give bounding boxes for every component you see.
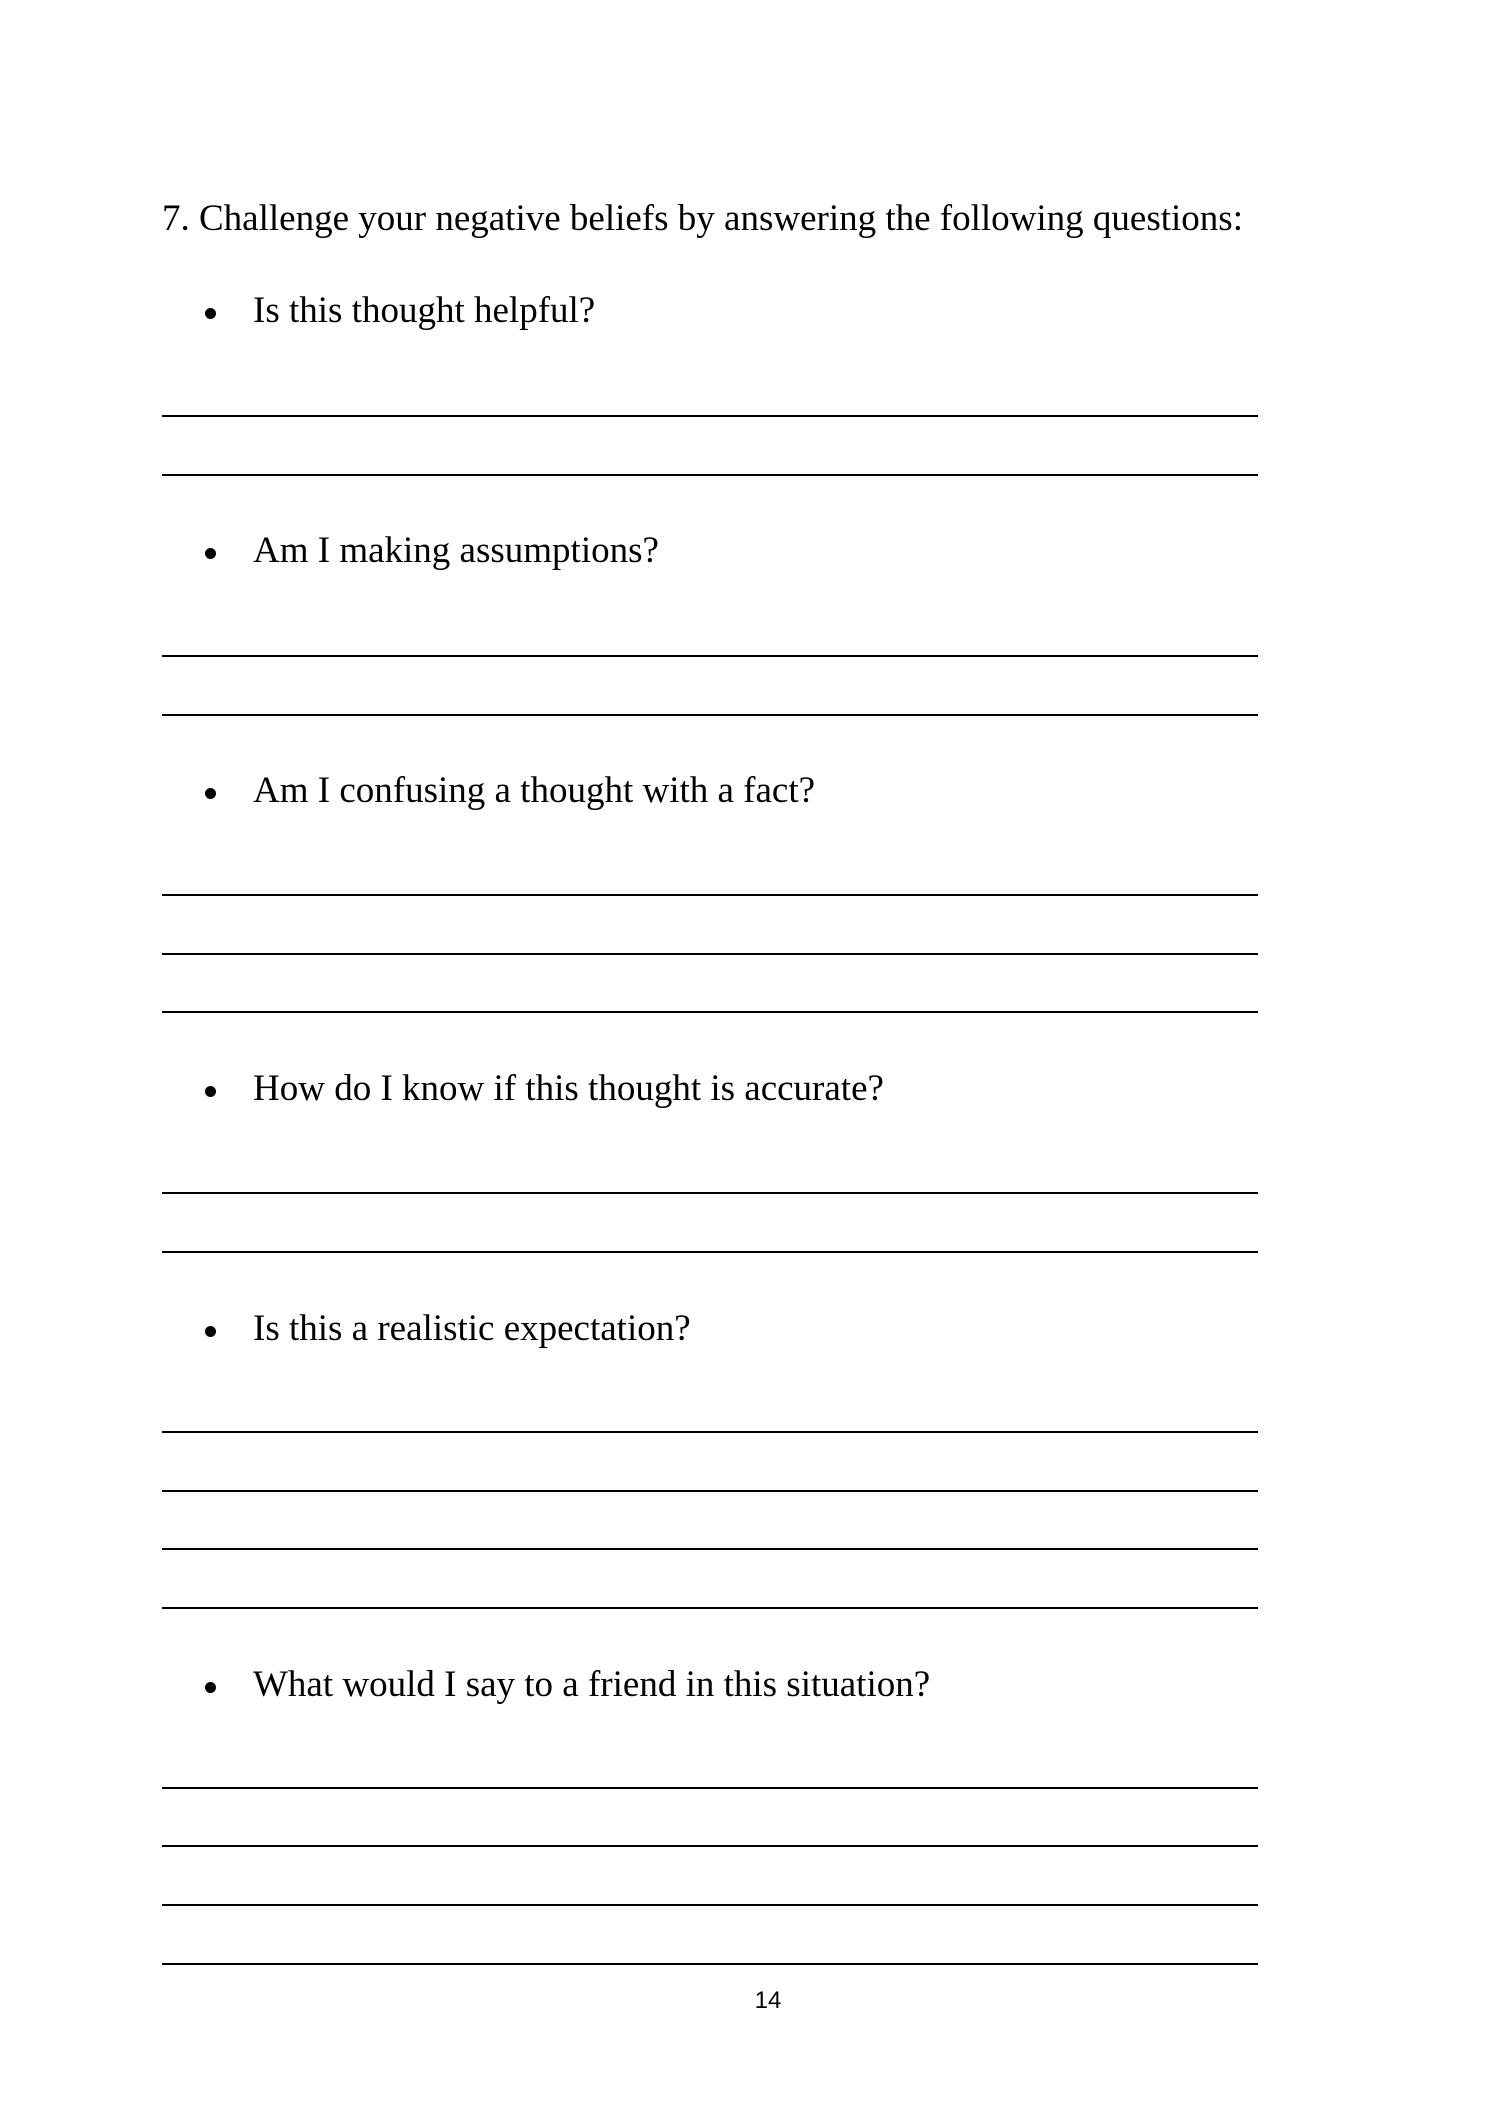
- answer-line[interactable]: [162, 1011, 1258, 1013]
- answer-line[interactable]: [162, 1192, 1258, 1194]
- answer-line[interactable]: [162, 1548, 1258, 1550]
- question-text: What would I say to a friend in this situation?: [253, 1664, 931, 1705]
- answer-line[interactable]: [162, 474, 1258, 476]
- bullet-icon: [205, 1326, 216, 1337]
- section-heading: 7. Challenge your negative beliefs by answering the following questions:: [162, 198, 1243, 239]
- answer-line[interactable]: [162, 655, 1258, 657]
- answer-line[interactable]: [162, 1787, 1258, 1789]
- question-text: How do I know if this thought is accurate?: [253, 1068, 884, 1109]
- bullet-icon: [205, 548, 216, 559]
- answer-line[interactable]: [162, 1963, 1258, 1965]
- bullet-icon: [205, 308, 216, 319]
- answer-line[interactable]: [162, 1490, 1258, 1492]
- question-text: Is this thought helpful?: [253, 290, 596, 331]
- answer-line[interactable]: [162, 1607, 1258, 1609]
- answer-line[interactable]: [162, 714, 1258, 716]
- answer-line[interactable]: [162, 1251, 1258, 1253]
- bullet-icon: [205, 788, 216, 799]
- page-number: 14: [754, 1987, 782, 2014]
- answer-line[interactable]: [162, 1904, 1258, 1906]
- answer-line[interactable]: [162, 894, 1258, 896]
- bullet-icon: [205, 1086, 216, 1097]
- question-text: Is this a realistic expectation?: [253, 1308, 691, 1349]
- answer-line[interactable]: [162, 953, 1258, 955]
- bullet-icon: [205, 1682, 216, 1693]
- answer-line[interactable]: [162, 415, 1258, 417]
- answer-line[interactable]: [162, 1431, 1258, 1433]
- question-text: Am I confusing a thought with a fact?: [253, 770, 816, 811]
- question-text: Am I making assumptions?: [253, 530, 659, 571]
- answer-line[interactable]: [162, 1845, 1258, 1847]
